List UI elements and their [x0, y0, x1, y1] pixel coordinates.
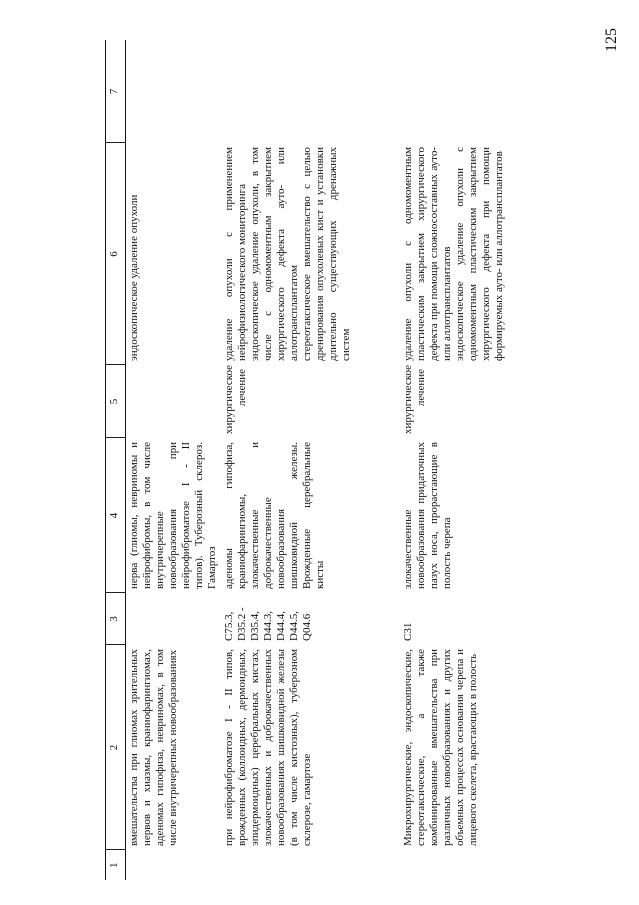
table-cell: [126, 593, 222, 645]
table-cell: C31: [402, 622, 414, 641]
table-row: [221, 40, 400, 880]
table-row: [126, 40, 222, 880]
medical-care-table: [105, 40, 604, 880]
procedure-entry: эндоскопическое удаление опухоли, в том числе с одномоментным закрытием хирургического дефекта ауто- или аллотрансплантатом: [249, 147, 300, 361]
table-cell: эндоскопическое удаление опухоли: [128, 194, 140, 361]
rotated-table-area: [105, 40, 628, 880]
table-cell: вмешательства при глиомах зрительных нервов и хиазмы, краниофарингиомах, аденомах гипофиза, невриномах, в том числе внутричерепных новообразованиях: [128, 649, 179, 846]
table-cell: [126, 850, 222, 880]
column-header: 6: [106, 143, 126, 365]
table-cell: C75.3, D35.2 - D35.4, D44.3, D44.4, D44.5, Q04.6: [223, 607, 313, 641]
column-header: 3: [106, 593, 126, 645]
table-cell: при нейрофиброматозе I - II типов, врожденных (коллоидных, дермоидных, эпидермоидных) церебральных кистах, злокачественных и доброкачественных новообразованиях шишковидной железы (в том числе кистозных), туберозном склерозе, гамартозе: [223, 649, 313, 846]
table-cell: злокачественные новообразования придаточных пазух носа, прорастающие в полость черепа: [402, 442, 453, 589]
table-cell: [126, 365, 222, 438]
column-header: 4: [106, 438, 126, 593]
table-row: [400, 40, 604, 880]
table-cell: [400, 143, 604, 365]
table-cell: [221, 40, 400, 143]
page-number: 125: [603, 28, 620, 52]
table-cell: нерва (глиомы, невриномы и нейрофибромы, в том числе внутричерепные новообразования при нейрофиброматозе I - II типов). Туберозный склероз. Гамартоз: [128, 442, 218, 589]
table-cell: [400, 850, 604, 880]
column-header: 5: [106, 365, 126, 438]
column-header: 7: [106, 40, 126, 143]
column-header: 2: [106, 645, 126, 850]
table-cell: хирургическое лечение: [223, 365, 248, 434]
procedure-entry: стереотаксическое вмешательство с целью дренирования опухолевых кист и установки длительно существующих дренажных систем: [301, 147, 352, 361]
table-rotator: [105, 40, 628, 880]
table-cell: [221, 850, 400, 880]
table-cell: [221, 143, 400, 365]
table-cell: аденомы гипофиза, краниофарингиомы, злокачественные и доброкачественные новообразования шишковидной железы. Врожденные церебральные кисты: [223, 442, 326, 589]
procedure-entry: удаление опухоли с применением нейрофизиологического мониторинга: [223, 147, 248, 361]
table-cell: [400, 40, 604, 143]
procedure-entry: эндоскопическое удаление опухоли с одномоментным пластическим закрытием хирургического дефекта при помощи формируемых ауто- или аллотрансплантатов: [454, 147, 505, 361]
procedure-entry: удаление опухоли с одномоментным пластическим закрытием хирургического дефекта при помощи сложносоставных ауто- или аллотрансплантатов: [402, 147, 453, 361]
table-cell: хирургическое лечение: [402, 365, 427, 434]
table-cell: [126, 40, 222, 143]
column-header: 1: [106, 850, 126, 880]
table-cell: Микрохирургические, эндоскопические, стереотаксические, а также комбинированные вмешательства при различных новообразованиях и других объемных процессах основания черепа и лицевого скелета, врастающих в полость: [402, 649, 479, 846]
column-number-row: [106, 40, 126, 880]
